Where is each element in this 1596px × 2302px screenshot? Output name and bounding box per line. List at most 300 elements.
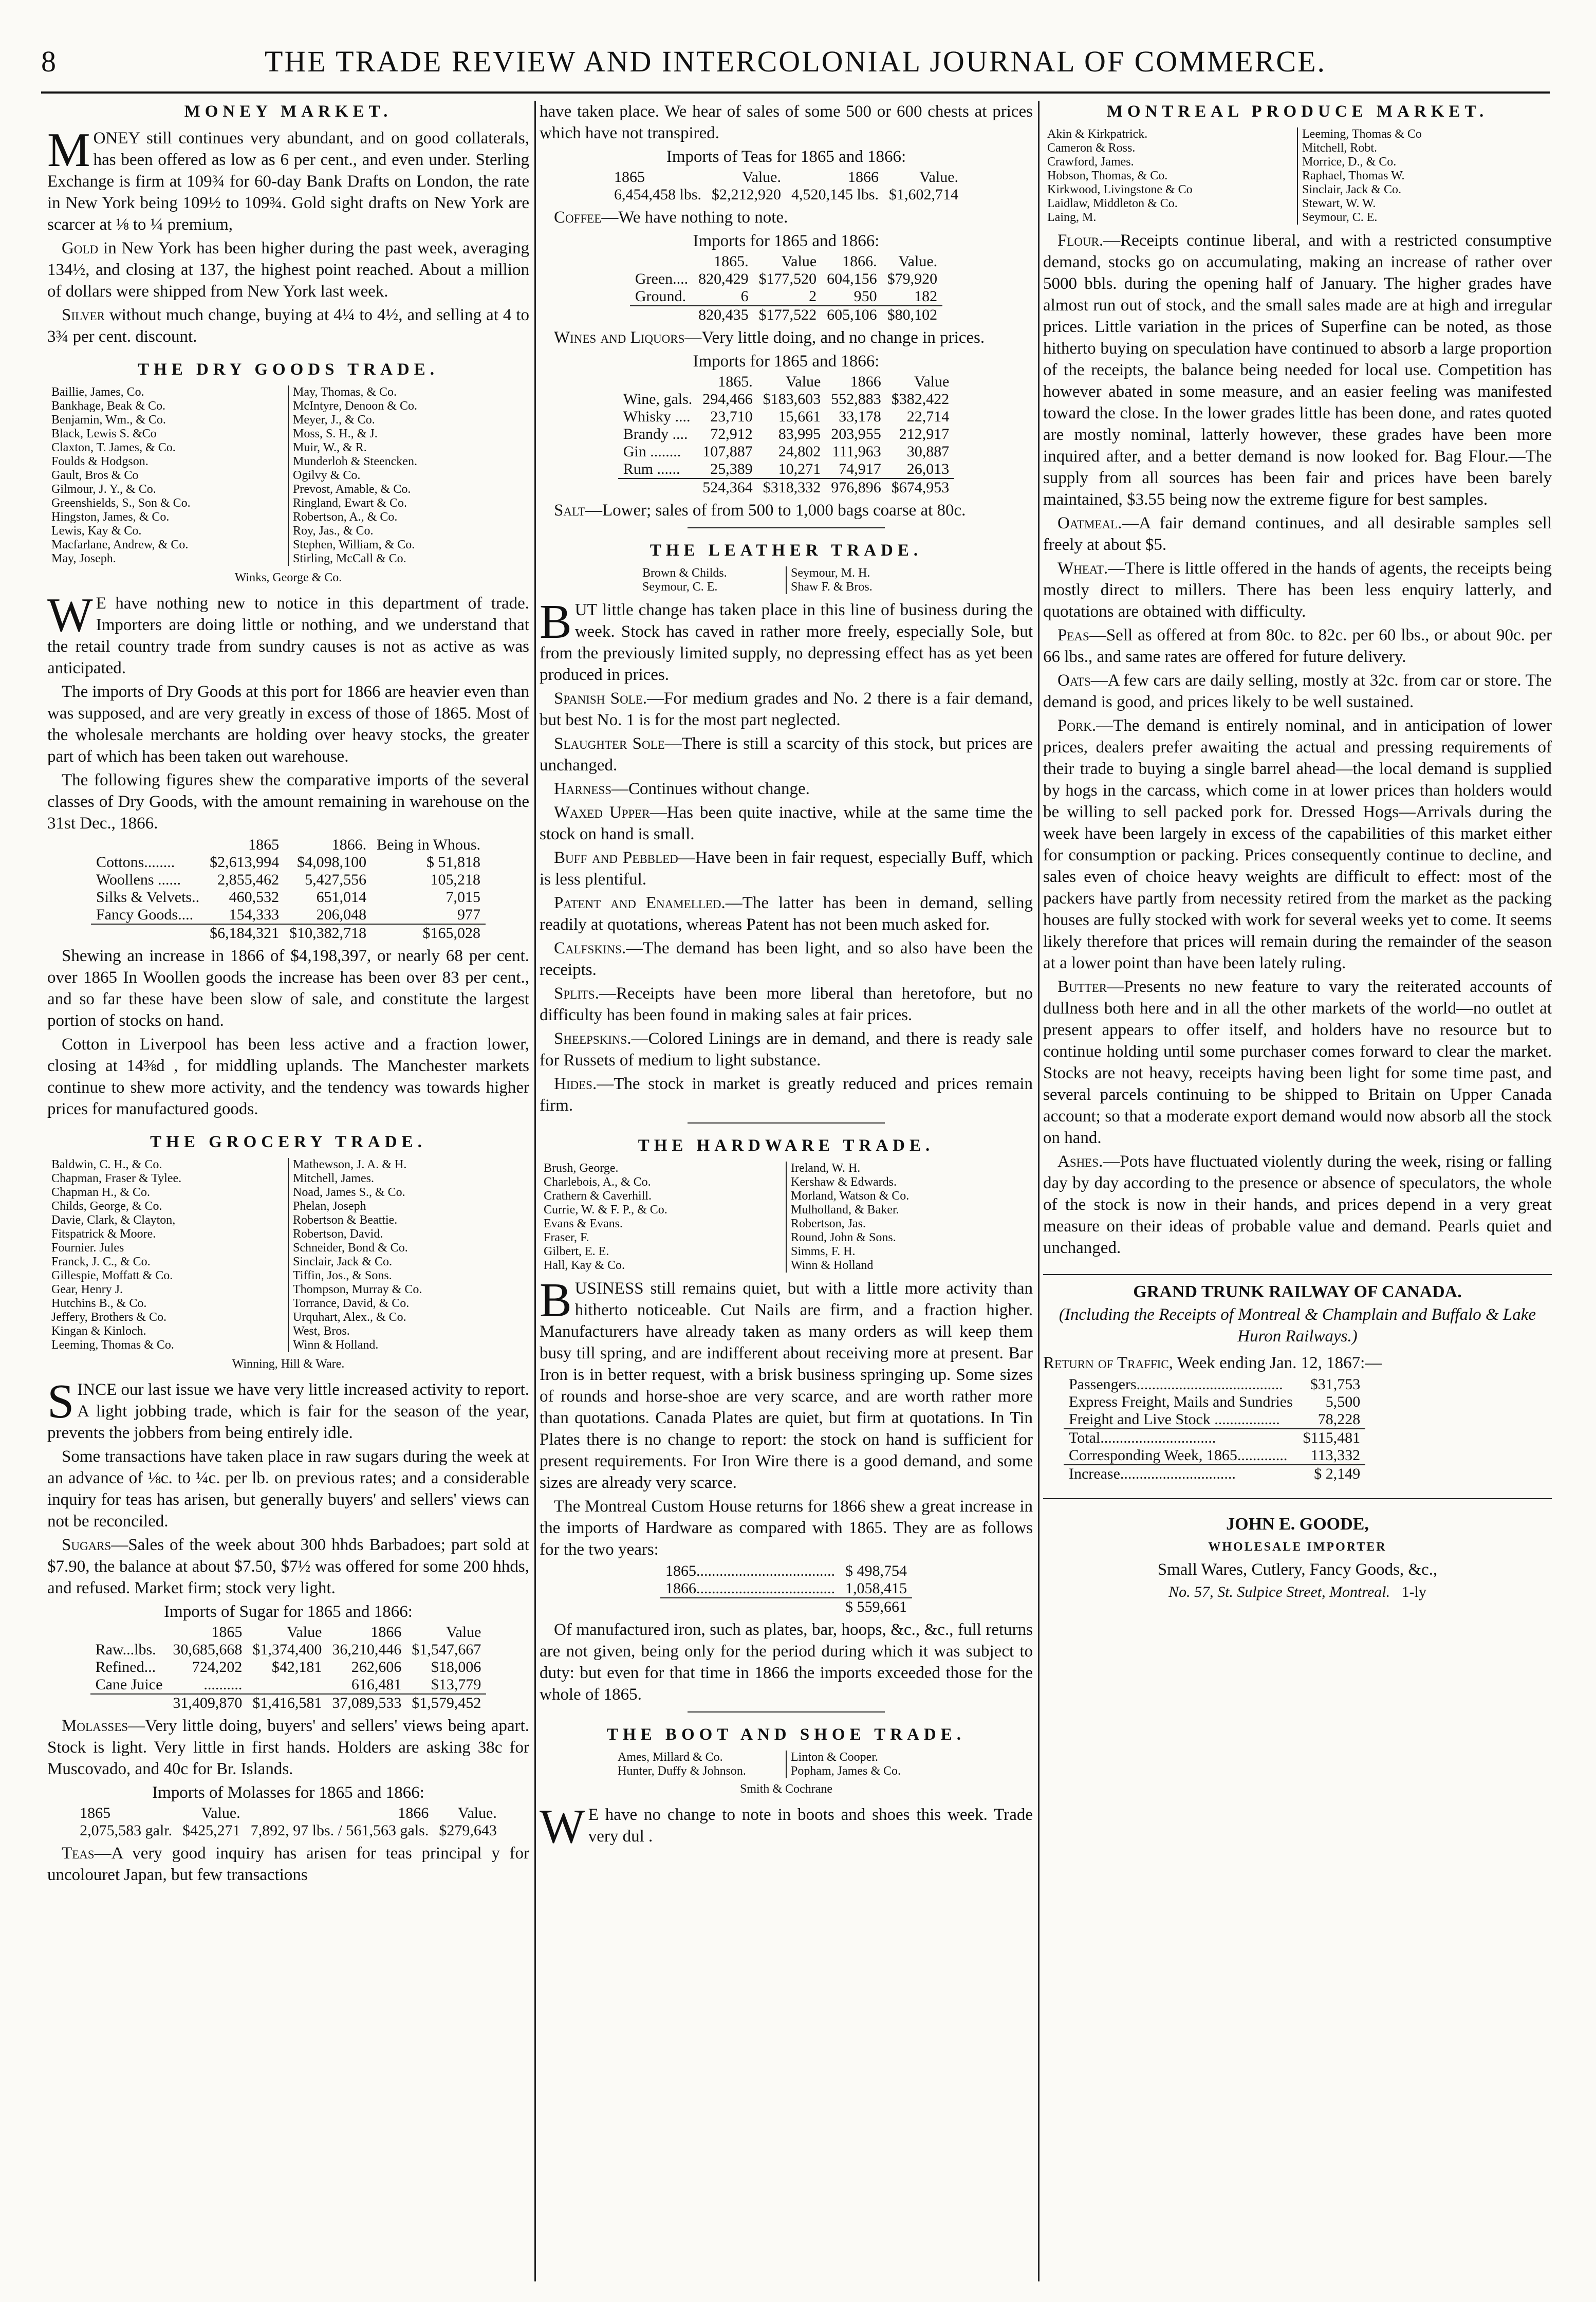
merchant-list-right	[1297, 127, 1552, 225]
merchant-name: Roy, Jas., & Co.	[293, 524, 374, 538]
paragraph-text: —Lower; sales of from 500 to 1,000 bags coarse at 80c.	[585, 501, 966, 520]
merchant-list	[47, 1158, 529, 1352]
merchant-name: Noad, James S., & Co.	[293, 1186, 405, 1199]
table-cell: 78,228	[1317, 1411, 1361, 1428]
paragraph-text: —Colored Linings are in demand, and there is ready sale for Russets of medium to light substance.	[540, 1029, 1033, 1070]
coffee-table	[630, 253, 942, 324]
paragraph	[540, 937, 1033, 981]
table-cell: Refined...	[95, 1659, 156, 1675]
paragraph-text: —A few cars are daily selling, mostly at 32c. from car or store. The demand is good, and prices likely to be well sustained.	[1043, 671, 1552, 711]
merchant-name: Prevost, Amable, & Co.	[293, 483, 411, 496]
table-cell: $1,579,452	[406, 1694, 486, 1712]
merchant-name: Ogilvy & Co.	[293, 469, 361, 482]
table-cell: Ground.	[635, 288, 686, 305]
merchant-name: Ireland, W. H.	[791, 1162, 861, 1175]
merchant-name: May, Joseph.	[51, 552, 116, 565]
table-cell: $1,602,714	[889, 186, 959, 203]
produce-heading: MONTREAL PRODUCE MARKET.	[1106, 102, 1489, 121]
table-cell: 22,714	[906, 408, 950, 425]
merchant-name: Laing, M.	[1047, 211, 1097, 224]
merchant-name: Davie, Clark, & Clayton,	[51, 1213, 176, 1227]
table-cell: 83,995	[778, 426, 821, 443]
paragraph	[1043, 624, 1552, 668]
merchant-name: Seymour, C. E.	[1302, 211, 1378, 224]
merchant-list-right	[288, 385, 529, 566]
paragraph	[540, 595, 1033, 686]
table-cell: 524,364	[697, 478, 758, 496]
paragraph	[47, 588, 529, 679]
table-cell: 1866	[398, 1804, 429, 1821]
paragraph-text: , Week ending Jan. 12, 1867:—	[1168, 1354, 1382, 1372]
table-row	[1064, 1447, 1365, 1465]
table-cell: 154,333	[229, 906, 280, 923]
table-cell: $4,098,100	[297, 854, 367, 871]
merchant-name: Robertson, A., & Co.	[293, 510, 398, 524]
table-cell: Fancy Goods....	[96, 906, 194, 923]
merchant-name: Benjamin, Wm., & Co.	[51, 413, 166, 427]
merchant-name: Currie, W. & F. P., & Co.	[544, 1203, 667, 1217]
paragraph	[540, 778, 1033, 800]
table-cell	[630, 306, 693, 324]
run-in-label: Patent and Enamelled.	[554, 894, 726, 912]
paragraph-text: in New York has been higher during the past week, averaging 134½, and closing at 137, the highest point reached. About a million of dollars were shipped from New York last week.	[47, 239, 529, 301]
table-cell: $2,212,920	[712, 186, 781, 203]
table-cell: $6,184,321	[205, 924, 284, 942]
run-in-label: Splits.	[554, 984, 599, 1003]
merchant-name: Chapman, Fraser & Tylee.	[51, 1172, 182, 1185]
table-cell: $425,271	[182, 1822, 240, 1839]
table-row	[90, 1676, 487, 1694]
merchant-list	[614, 1751, 959, 1778]
merchant-name: Bankhage, Beak & Co.	[51, 399, 165, 413]
merchant-name: Lewis, Kay & Co.	[51, 524, 142, 538]
railway-table	[1064, 1376, 1365, 1483]
merchant-list-footer: Smith & Cochrane	[740, 1782, 832, 1796]
table-row	[90, 1641, 487, 1659]
table-cell: 107,887	[702, 443, 753, 460]
merchant-name: Jeffery, Brothers & Co.	[51, 1311, 166, 1324]
run-in-label: Waxed Upper	[554, 803, 650, 822]
table-cell: 4,520,145 lbs.	[791, 186, 879, 203]
table-row	[90, 1694, 487, 1712]
table-cell: Wine, gals.	[623, 391, 693, 408]
run-in-label: Coffee	[554, 208, 602, 227]
table-cell: Value.	[742, 169, 781, 186]
table-cell: Rum ......	[623, 461, 680, 477]
paragraph	[540, 1028, 1033, 1071]
merchant-name: Hunter, Duffy & Johnson.	[618, 1764, 746, 1778]
paragraph-text: —The stock in market is greatly reduced and prices remain firm.	[540, 1075, 1033, 1115]
table-row	[91, 854, 486, 871]
column-3	[1043, 101, 1552, 1604]
merchant-list-right	[786, 566, 934, 594]
paragraph-text: USINESS still remains quiet, but with a little more activity than hitherto noticeable. Cut Nails are firm, and a fraction higher. Manufacturers have already taken as many orders as will keep them busy till spring, and are indifferent about receiving more at present. Bar Iron is in better request, with a brisk business springing up. Some sizes of rounds and horse-shoe are very scarce, and are worth rather more than quotations. Canada Plates are quiet, but firm at quotations. In Tin Plates there is no change to report: the stock on hand is sufficient for present requirements. For Iron Wire there is a good demand, and some sizes are already very scarce.	[540, 1279, 1033, 1492]
table-cell: 460,532	[229, 889, 280, 906]
merchant-list	[1043, 127, 1552, 225]
drop-cap: M	[47, 123, 90, 177]
table-cell	[630, 253, 693, 270]
paragraph	[540, 327, 1033, 348]
table-cell: $674,953	[886, 478, 955, 496]
run-in-label: Pork.	[1057, 716, 1097, 735]
paragraph: The following figures shew the comparative imports of the several classes of Dry Goods, with the amount remaining in warehouse on the 31st Dec., 1866.	[47, 771, 529, 833]
ad-line: Small Wares, Cutlery, Fancy Goods, &c.,	[1157, 1560, 1438, 1579]
table-cell: 1865	[614, 169, 645, 186]
paragraph	[540, 983, 1033, 1026]
paragraph-text: —Receipts have been more liberal than heretofore, but no difficulty has been found in making sales at fair prices.	[540, 984, 1033, 1024]
merchant-list-right	[786, 1162, 1033, 1273]
merchant-name: Franck, J. C., & Co.	[51, 1255, 151, 1268]
merchant-name: Evans & Evans.	[544, 1217, 623, 1230]
merchant-name: Moss, S. H., & J.	[293, 427, 378, 440]
table-cell: 105,218	[430, 871, 481, 888]
table-caption: Imports of Teas for 1865 and 1866:	[666, 148, 906, 166]
merchant-name: Seymour, M. H.	[791, 566, 870, 580]
table-cell: $ 51,818	[426, 854, 481, 871]
run-in-label: Sheepskins.	[554, 1029, 632, 1048]
table-cell: 26,013	[906, 461, 950, 477]
section-rule	[688, 1711, 885, 1712]
merchant-name: Foulds & Hodgson.	[51, 455, 149, 468]
table-cell: $2,613,994	[210, 854, 280, 871]
table-cell: $115,481	[1298, 1429, 1365, 1447]
table-cell	[660, 1598, 840, 1616]
table-row	[75, 1822, 502, 1839]
railway-subtitle: (Including the Receipts of Montreal & Champlain and Buffalo & Lake Huron Railways.)	[1059, 1305, 1536, 1346]
merchant-name: Stephen, William, & Co.	[293, 538, 415, 551]
table-cell: $18,006	[431, 1659, 481, 1675]
merchant-name: Simms, F. H.	[791, 1245, 856, 1258]
table-cell: $13,779	[431, 1676, 481, 1693]
table-cell: 820,429	[698, 270, 749, 287]
table-cell: 6	[740, 288, 749, 305]
table-row	[1064, 1393, 1365, 1411]
table-row	[618, 443, 955, 461]
paragraph	[47, 1375, 530, 1444]
table-cell: $177,522	[754, 306, 822, 324]
paragraph-text: —The demand has been light, and so also have been the receipts.	[540, 939, 1033, 979]
paragraph	[47, 123, 529, 235]
paragraph	[47, 1843, 529, 1886]
table-cell	[91, 924, 205, 942]
merchant-name: Hutchins B., & Co.	[51, 1297, 147, 1310]
run-in-label: Slaughter Sole	[554, 734, 665, 753]
column-divider	[1038, 101, 1040, 2281]
table-cell: 651,014	[316, 889, 367, 906]
table-cell: Total..............................	[1064, 1429, 1298, 1447]
merchant-name: Mulholland, & Baker.	[791, 1203, 899, 1217]
merchant-name: Robertson, Jas.	[791, 1217, 866, 1230]
hardware-heading: THE HARDWARE TRADE.	[638, 1136, 935, 1155]
paragraph	[1043, 558, 1552, 622]
table-row	[630, 270, 942, 288]
table-cell: Freight and Live Stock .................	[1069, 1411, 1280, 1428]
run-in-label: Butter	[1057, 978, 1107, 996]
table-row	[618, 461, 955, 478]
table-cell: Passengers......................................	[1069, 1376, 1283, 1393]
table-cell: $79,920	[887, 270, 938, 287]
table-row	[630, 288, 942, 306]
table-row	[91, 836, 486, 854]
paragraph-text: —There is little offered in the hands of agents, the receipts being mostly direct to millers. There has been less enquiry latterly, and quotations are obtained with difficulty.	[1043, 559, 1552, 621]
ad-address	[1043, 1581, 1552, 1603]
paragraph	[540, 207, 1033, 228]
table-cell	[247, 1676, 327, 1694]
merchant-name: Torrance, David, & Co.	[293, 1297, 410, 1310]
table-cell: 72,912	[710, 426, 753, 443]
paragraph	[1043, 512, 1552, 556]
merchant-name: Stirling, McCall & Co.	[293, 552, 406, 565]
merchant-list-right	[786, 1751, 959, 1778]
ad-code: 1-ly	[1401, 1583, 1426, 1600]
merchant-name: Charlebois, A., & Co.	[544, 1175, 651, 1189]
merchant-name: Leeming, Thomas & Co.	[51, 1338, 174, 1352]
merchant-name: Baillie, James, Co.	[51, 385, 144, 399]
merchant-name: Muir, W., & R.	[293, 441, 367, 454]
paragraph	[540, 892, 1033, 935]
table-row	[618, 373, 955, 391]
merchant-list-left	[540, 1162, 786, 1273]
merchant-name: Ames, Millard & Co.	[618, 1751, 723, 1764]
table-cell: 1866	[848, 169, 879, 186]
table-cell	[90, 1694, 168, 1712]
table-row	[660, 1598, 912, 1616]
table-cell: Value.	[919, 169, 959, 186]
paragraph-text: —Pots have fluctuated violently during the week, rising or falling day by day according to the presence or absence of speculators, the whole of the stock is now in their hands, and prices depend in a very great measure on their ideas of probable value and demand. Pearls quiet and unchanged.	[1043, 1152, 1552, 1257]
table-cell	[618, 373, 698, 391]
dry-goods-heading: THE DRY GOODS TRADE.	[138, 360, 439, 379]
run-in-label: Spanish Sole.	[554, 689, 647, 708]
table-cell: 30,685,668	[173, 1641, 243, 1658]
merchant-name: Raphael, Thomas W.	[1302, 169, 1405, 182]
merchant-name: Gillespie, Moffatt & Co.	[51, 1269, 173, 1282]
merchant-list	[47, 385, 529, 566]
paragraph	[47, 304, 529, 347]
table-cell: 7,015	[446, 889, 481, 906]
table-row	[630, 253, 942, 270]
merchant-list-footer: Winks, George & Co.	[234, 571, 342, 584]
table-cell: 1865	[248, 836, 280, 853]
table-cell: 2	[809, 288, 817, 305]
paragraph-text: —We have nothing to note.	[601, 208, 788, 227]
merchant-name: Baldwin, C. H., & Co.	[51, 1158, 162, 1171]
table-cell: 30,887	[906, 443, 950, 460]
table-row	[91, 871, 486, 889]
table-row	[91, 906, 486, 924]
table-row	[1064, 1429, 1365, 1447]
table-cell: 1866	[850, 373, 881, 390]
merchant-name: Linton & Cooper.	[791, 1751, 878, 1764]
merchant-name: Black, Lewis S. &Co	[51, 427, 157, 440]
paragraph-text: without much change, buying at 4¼ to 4½, and selling at 4 to 3¾ per cent. discount.	[47, 306, 529, 346]
section-rule	[1043, 1498, 1552, 1499]
merchant-name: Kingan & Kinloch.	[51, 1324, 146, 1338]
paragraph-text: —Continues without change.	[611, 780, 810, 798]
drop-cap: B	[540, 595, 572, 649]
merchant-name: Schneider, Bond & Co.	[293, 1241, 408, 1255]
paragraph: have taken place. We hear of sales of some 500 or 600 chests at prices which have not transpired.	[540, 102, 1033, 142]
ad-role: WHOLESALE IMPORTER	[1208, 1540, 1387, 1554]
table-cell	[91, 836, 205, 854]
table-cell: Cottons........	[96, 854, 175, 871]
journal-title: THE TRADE REVIEW AND INTERCOLONIAL JOURNAL OF COMMERCE.	[264, 45, 1327, 78]
table-cell: $ 2,149	[1298, 1465, 1365, 1483]
paragraph-text: —Very little doing, and no change in prices.	[684, 328, 985, 347]
merchant-list-left	[1043, 127, 1297, 225]
section-rule	[688, 1122, 885, 1124]
dry-goods-table	[91, 836, 486, 942]
table-cell: 23,710	[710, 408, 753, 425]
table-cell: $279,643	[439, 1822, 497, 1839]
railway-heading: GRAND TRUNK RAILWAY OF CANADA.	[1133, 1282, 1462, 1301]
table-cell: 36,210,446	[332, 1641, 402, 1658]
merchant-name: Mitchell, James.	[293, 1172, 374, 1185]
paragraph-text: —Very little doing, buyers' and sellers' views being apart. Stock is light. Very little in first hands. Holders are asking 38c for Muscovado, and 40c for Br. Islands.	[47, 1717, 529, 1778]
table-caption: Imports for 1865 and 1866:	[693, 232, 880, 250]
merchant-name: Tiffin, Jos., & Sons.	[293, 1269, 392, 1282]
table-caption: Imports for 1865 and 1866:	[693, 352, 880, 371]
merchant-name: Thompson, Murray & Co.	[293, 1283, 422, 1296]
table-row	[91, 889, 486, 906]
table-row	[75, 1804, 502, 1822]
paragraph	[540, 802, 1033, 845]
table-cell: 820,435	[693, 306, 754, 324]
paragraph	[1043, 1352, 1552, 1374]
paragraph: Shewing an increase in 1866 of $4,198,397, or nearly 68 per cent. over 1865 In Woollen goods the increase has been over 83 per cent., and so far these have been slow of sale, and constitute the largest portion of stocks on hand.	[47, 947, 529, 1030]
run-in-label: Ashes.	[1057, 1152, 1103, 1171]
paragraph-text: —A very good inquiry has arisen for teas principal y for uncolouret Japan, but few transactions	[47, 1844, 529, 1884]
merchant-name: Kirkwood, Livingstone & Co	[1047, 183, 1193, 196]
table-cell: 294,466	[702, 391, 753, 408]
run-in-label: Peas	[1057, 626, 1089, 644]
merchant-name: Meyer, J., & Co.	[293, 413, 375, 427]
table-cell: $ 498,754	[845, 1562, 907, 1579]
table-cell: $1,416,581	[247, 1694, 327, 1712]
merchant-name: McIntyre, Denoon & Co.	[293, 399, 417, 413]
paragraph	[540, 733, 1033, 776]
merchant-name: Gault, Bros & Co	[51, 469, 139, 482]
table-cell: 37,089,533	[327, 1694, 406, 1712]
merchant-name: Hobson, Thomas, & Co.	[1047, 169, 1168, 182]
paragraph-text: —For medium grades and No. 2 there is a fair demand, but best No. 1 is for the most part neglected.	[540, 689, 1033, 729]
paragraph-text: ONEY still continues very abundant, and on good collaterals, has been offered as low as 6 per cent., and even under. Sterling Exchange is firm at 109¾ for 60-day Bank Drafts on London, the rate in New York being 109½ to 109¾. Gold sight drafts on New York are scarcer at ⅛ to ¼ premium,	[47, 129, 529, 234]
merchant-name: Leeming, Thomas & Co	[1302, 127, 1422, 141]
header-rule	[41, 91, 1550, 94]
boot-shoe-heading: THE BOOT AND SHOE TRADE.	[607, 1725, 966, 1744]
table-cell: Gin ........	[623, 443, 681, 460]
merchant-name: Gilbert, E. E.	[544, 1245, 609, 1258]
table-row	[90, 1659, 487, 1676]
table-row	[660, 1562, 912, 1580]
run-in-label: Buff and Pebbled	[554, 849, 678, 867]
merchant-name: Sinclair, Jack & Co.	[1302, 183, 1402, 196]
molasses-table	[75, 1804, 502, 1839]
table-cell: 10,271	[778, 461, 821, 477]
merchant-name: Robertson, David.	[293, 1227, 383, 1241]
section-rule	[1043, 1274, 1552, 1275]
table-cell: $177,520	[758, 270, 817, 287]
table-row	[660, 1580, 912, 1598]
table-cell: Value	[446, 1624, 481, 1641]
merchant-name: Sinclair, Jack & Co.	[293, 1255, 393, 1268]
grocery-heading: THE GROCERY TRADE.	[150, 1133, 426, 1151]
table-cell: 31,409,870	[168, 1694, 247, 1712]
run-in-label: Return of Traffic	[1043, 1354, 1169, 1372]
table-cell: Value.	[458, 1804, 497, 1821]
run-in-label: Salt	[554, 501, 585, 520]
table-cell: Woollens ......	[96, 871, 181, 888]
table-row	[1064, 1465, 1365, 1483]
leather-heading: THE LEATHER TRADE.	[649, 541, 923, 560]
table-row	[609, 169, 963, 186]
table-cell: $42,181	[271, 1659, 322, 1675]
table-cell: 724,202	[192, 1659, 243, 1675]
table-row	[630, 306, 942, 324]
merchant-name: Fraser, F.	[544, 1231, 589, 1244]
paragraph	[1043, 715, 1552, 974]
run-in-label: Sugars	[62, 1536, 112, 1554]
paragraph	[47, 237, 529, 302]
paragraph	[47, 1715, 529, 1780]
table-cell: 1865.	[714, 253, 749, 270]
column-2	[540, 101, 1033, 1853]
merchant-name: Childs, George, & Co.	[51, 1200, 162, 1213]
merchant-name: Seymour, C. E.	[642, 580, 718, 594]
merchant-name: Fitspatrick & Moore.	[51, 1227, 156, 1241]
merchant-list-left	[47, 1158, 288, 1352]
table-row	[90, 1624, 487, 1641]
merchant-name: Hall, Kay & Co.	[544, 1259, 625, 1272]
paragraph-text: —Has been quite inactive, while at the same time the stock on hand is small.	[540, 803, 1033, 843]
merchant-name: Morrice, D., & Co.	[1302, 155, 1397, 169]
table-cell: Value.	[201, 1804, 240, 1821]
table-cell: Increase..............................	[1064, 1465, 1298, 1483]
table-cell: 552,883	[831, 391, 881, 408]
merchant-name: Morland, Watson & Co.	[791, 1189, 910, 1203]
paragraph-text: —Sales of the week about 300 hhds Barbadoes; part sold at $7.90, the balance at about $7.50, $7½ was offered for some 200 hhds, and refused. Market firm; stock very light.	[47, 1536, 529, 1597]
run-in-label: Oats	[1057, 671, 1091, 690]
merchant-name: Chapman H., & Co.	[51, 1186, 150, 1199]
table-row	[618, 391, 955, 408]
table-cell: 1866....................................	[665, 1580, 835, 1597]
table-cell: Value	[781, 253, 817, 270]
merchant-name: Akin & Kirkpatrick.	[1047, 127, 1148, 141]
table-cell: 1865	[80, 1804, 111, 1821]
paragraph-text: —Have been in fair request, especially Buff, which is less plentiful.	[540, 849, 1033, 889]
run-in-label: Harness	[554, 780, 612, 798]
tea-table	[609, 169, 963, 204]
table-cell: 182	[914, 288, 938, 305]
table-cell: Value	[914, 373, 950, 390]
merchant-list	[540, 1162, 1033, 1273]
table-cell: Brandy ....	[623, 426, 688, 443]
merchant-name: Kershaw & Edwards.	[791, 1175, 897, 1189]
run-in-label: Calfskins.	[554, 939, 626, 957]
table-cell	[90, 1624, 168, 1641]
table-cell: Silks & Velvets..	[96, 889, 200, 906]
merchant-name: West, Bros.	[293, 1324, 350, 1338]
ad-address-text: No. 57, St. Sulpice Street, Montreal.	[1168, 1583, 1390, 1600]
run-in-label: Oatmeal.	[1057, 514, 1122, 532]
merchant-name: Claxton, T. James, & Co.	[51, 441, 176, 454]
run-in-label: Wheat.	[1057, 559, 1108, 578]
run-in-label: Flour.	[1057, 231, 1104, 250]
merchant-name: Round, John & Sons.	[791, 1231, 896, 1244]
paragraph	[540, 1073, 1033, 1116]
money-market-heading: MONEY MARKET.	[184, 102, 393, 121]
table-row	[618, 426, 955, 443]
table-cell: Raw...lbs.	[95, 1641, 156, 1658]
